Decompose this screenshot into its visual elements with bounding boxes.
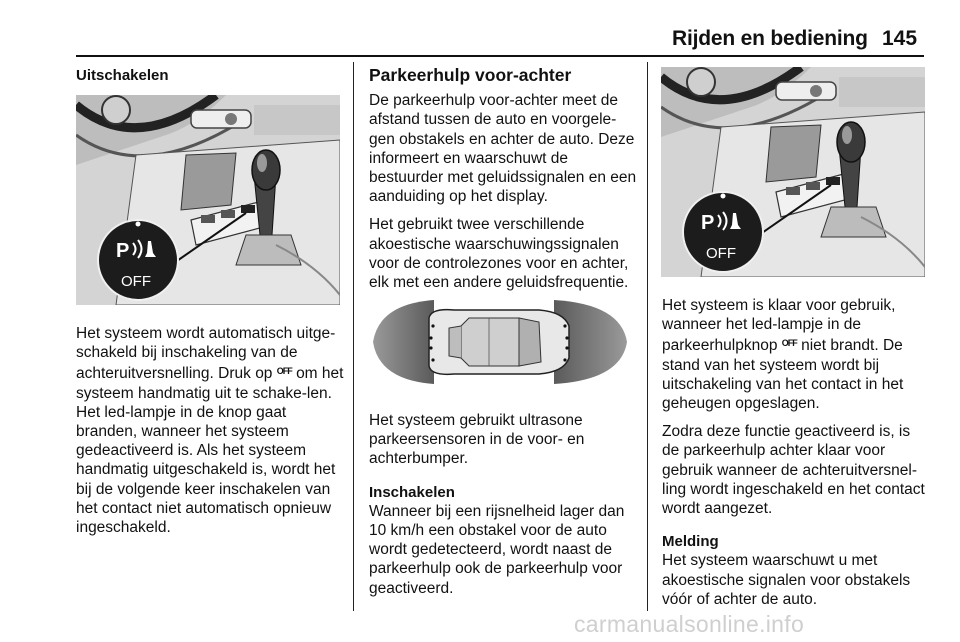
- paragraph-signals: Het gebruikt twee verschillende akoestische waarschuwingssignalen voor de controlezones voor en achter, elk met een andere geluidsfrequentie.: [369, 216, 629, 292]
- paragraph-text: niet brandt. De stand van het systeem wordt bij uitschakeling van het contact in het geheugen opgeslagen.: [662, 337, 904, 413]
- heading-inschakelen: Inschakelen: [369, 483, 455, 501]
- column-divider-left: [353, 62, 354, 611]
- page-number: 145: [882, 27, 918, 50]
- section-title: Rijden en bediening: [672, 27, 868, 50]
- rear-sensor-zone: [373, 300, 434, 384]
- left-column: [76, 66, 344, 95]
- figure-car-zones: [369, 296, 631, 388]
- parking-button-symbol: P: [701, 212, 715, 234]
- left-column-text: [76, 324, 344, 546]
- heading-melding: Melding: [662, 533, 719, 551]
- header-rule: [76, 55, 924, 57]
- paragraph-inschakelen: Wanneer bij een rijsnelheid lager dan 10 km/h een obstakel voor de auto wordt gedetecteerd, wordt naast de parkeerhulp ook de parkeerhulp voor geactiveerd.: [369, 502, 625, 597]
- parking-button-symbol: P: [116, 240, 130, 262]
- parking-assist-icon: OFF: [781, 338, 797, 349]
- paragraph-intro: De parkeerhulp voor-achter meet de afstand tussen de auto en voorgele-gen obstakels en achter de auto. Deze informeert en waarschuwt de bestuurder met geluidssignalen en een aanduiding op het display.: [369, 92, 637, 206]
- paragraph-activated: Zodra deze functie geactiveerd is, is de parkeerhulp achter klaar voor gebruik wanneer de achteruitversnel-ling wordt ingeschakeld en het contact wordt aangezet.: [662, 423, 925, 518]
- middle-column-lower: [369, 411, 637, 607]
- watermark: carmanualsonline.info: [574, 611, 805, 637]
- right-column: [662, 296, 926, 618]
- console-illustration: [76, 95, 340, 305]
- paragraph-text: Het systeem is klaar voor gebruik, wanneer het led-lampje in de parkeerhulpknop: [662, 297, 896, 355]
- paragraph-text: om het systeem handmatig uit te schake-len. Het led-lampje in de knop gaat branden, wanneer het systeem gedeactiveerd is. Als het systeem handmatig uitgeschakeld is, wordt het bij de volgende keer inschakelen van het contact niet automatisch opnieuw ingeschakeld.: [76, 365, 344, 537]
- heading-uitschakelen: Uitschakelen: [76, 67, 169, 84]
- parking-button-off-label: OFF: [121, 273, 151, 290]
- middle-column: [369, 66, 637, 301]
- column-divider-right: [647, 62, 648, 611]
- paragraph-ready: [662, 296, 926, 413]
- paragraph-uitschakelen: [76, 324, 344, 537]
- figure-console-left: [76, 95, 340, 305]
- figure-console-right: [661, 67, 925, 277]
- heading-parkeerhulp: Parkeerhulp voor-achter: [369, 65, 572, 85]
- parking-button-off-label: OFF: [706, 245, 736, 262]
- car-sensor-zones-diagram: [369, 296, 631, 388]
- paragraph-text: Het systeem wordt automatisch uitge-schakeld bij inschakeling van de achteruitversnelling. Druk op: [76, 325, 336, 383]
- console-illustration: [661, 67, 925, 277]
- parking-assist-icon: OFF: [276, 366, 292, 377]
- paragraph-sensors: Het systeem gebruikt ultrasone parkeersensoren in de voor- en achterbumper.: [369, 412, 585, 468]
- paragraph-melding: Het systeem waarschuwt u met akoestische signalen voor obstakels vóór of achter de auto.: [662, 552, 911, 608]
